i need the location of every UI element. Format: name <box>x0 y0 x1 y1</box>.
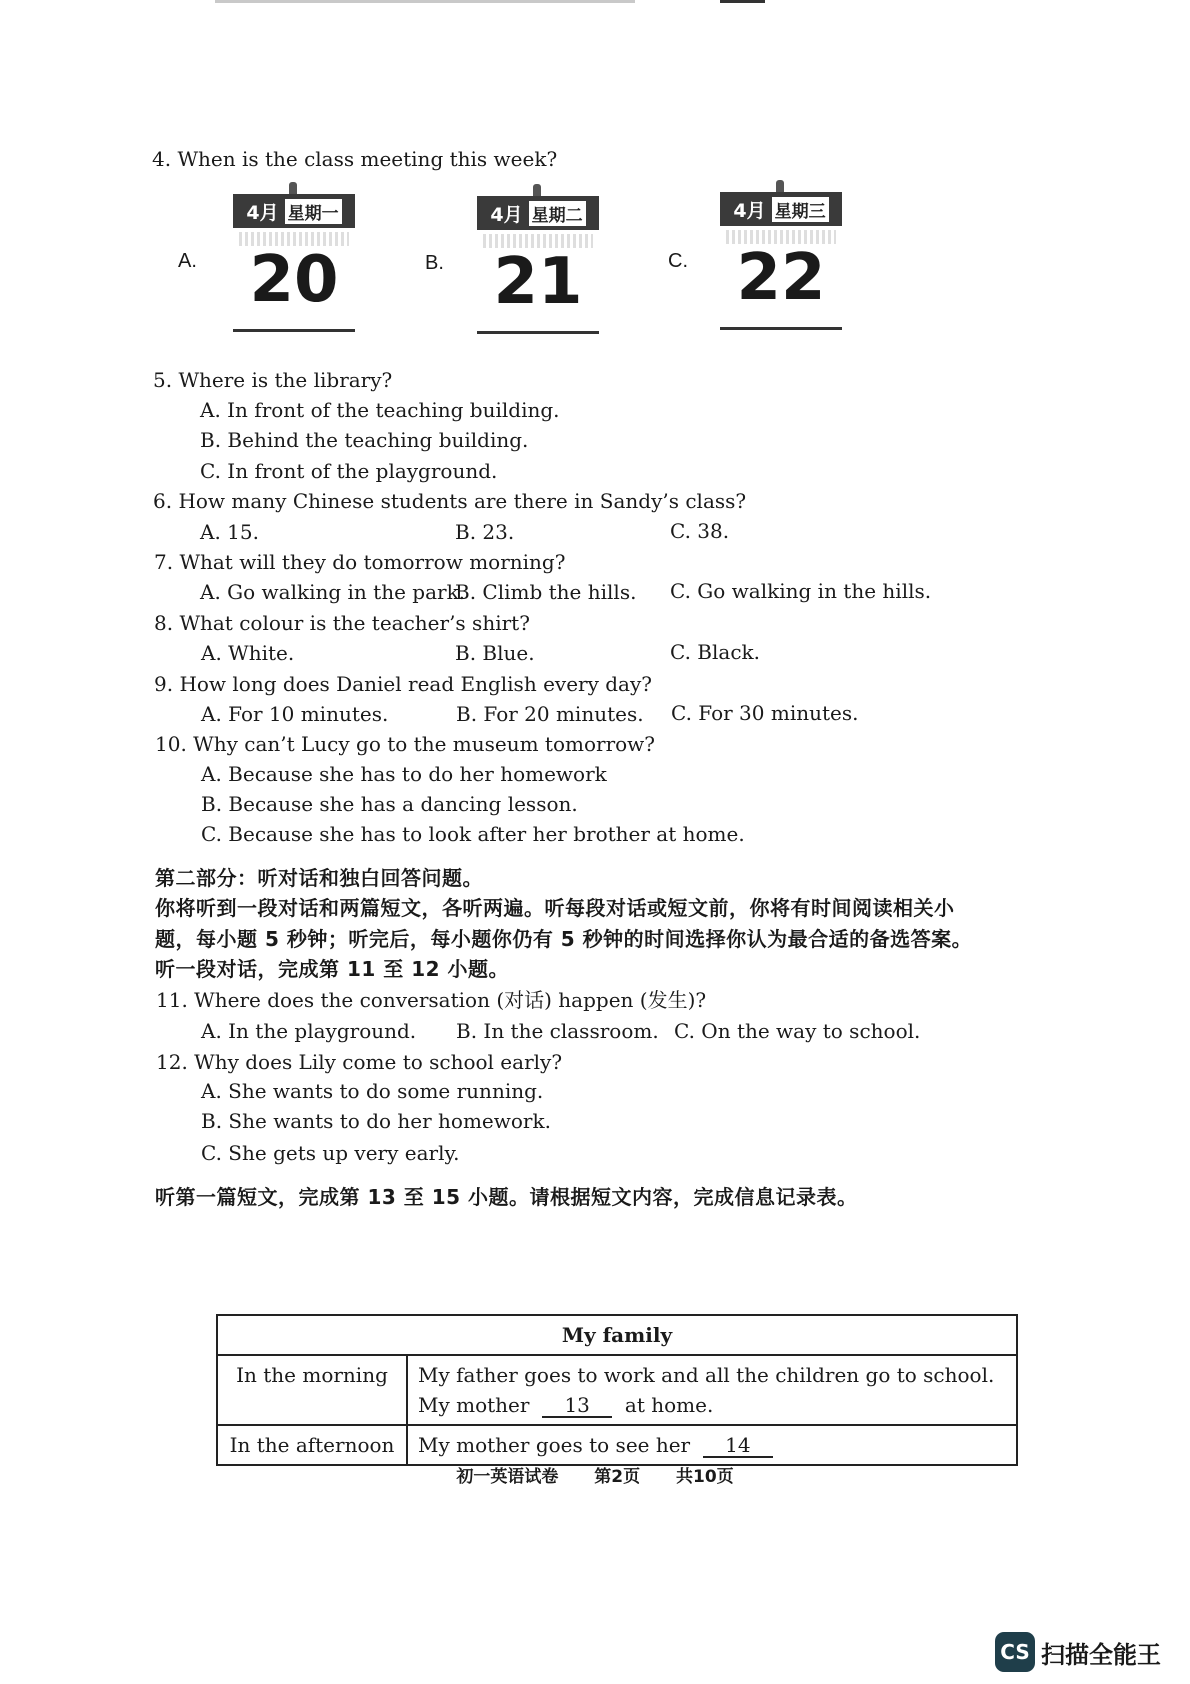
scanner-watermark <box>995 1630 1161 1674</box>
q12-option-b: B. She wants to do her homework. <box>201 1109 551 1133</box>
calendar-month: 4月 <box>490 203 523 226</box>
calendar-day: 22 <box>736 241 826 315</box>
q4-option-c-letter: C. <box>668 250 688 272</box>
row-label-afternoon: In the afternoon <box>217 1425 407 1465</box>
q9-question: 9. How long does Daniel read English every day? <box>154 672 652 696</box>
calendar-weekday: 星期二 <box>529 201 586 226</box>
table-row <box>217 1355 1017 1425</box>
calendar-header <box>233 194 355 228</box>
part2-instruction-line3: 听一段对话，完成第 11 至 12 小题。 <box>155 957 510 981</box>
q6-option-b: B. 23. <box>455 520 515 544</box>
q5-option-b: B. Behind the teaching building. <box>200 428 529 452</box>
q5-question: 5. Where is the library? <box>153 368 393 392</box>
passage1-instruction: 听第一篇短文，完成第 13 至 15 小题。请根据短文内容，完成信息记录表。 <box>155 1185 858 1209</box>
q10-option-c: C. Because she has to look after her brother at home. <box>201 822 745 846</box>
row-label-morning: In the morning <box>217 1355 407 1425</box>
calendar-weekday: 星期一 <box>285 199 342 224</box>
calendar-month: 4月 <box>733 199 766 222</box>
q8-question: 8. What colour is the teacher’s shirt? <box>154 611 530 635</box>
q9-option-c: C. For 30 minutes. <box>671 701 859 725</box>
q12-option-c: C. She gets up very early. <box>201 1141 460 1165</box>
q8-option-b: B. Blue. <box>455 641 535 665</box>
q4-option-b-calendar <box>477 184 599 344</box>
q9-option-a: A. For 10 minutes. <box>201 702 389 726</box>
row-content-afternoon <box>407 1425 1017 1465</box>
info-record-table <box>216 1314 1018 1466</box>
q6-option-c: C. 38. <box>670 519 730 543</box>
calendar-month: 4月 <box>246 201 279 224</box>
q8-option-c: C. Black. <box>670 640 760 664</box>
q4-option-b-letter: B. <box>425 252 444 274</box>
q9-option-b: B. For 20 minutes. <box>456 702 644 726</box>
q8-option-a: A. White. <box>201 641 295 665</box>
q4-option-a-calendar <box>233 182 355 342</box>
table-title: My family <box>217 1315 1017 1355</box>
q12-question: 12. Why does Lily come to school early? <box>156 1050 563 1074</box>
q7-question: 7. What will they do tomorrow morning? <box>154 550 566 574</box>
blank-13[interactable]: 13 <box>542 1394 612 1418</box>
calendar-base <box>233 329 355 332</box>
q11-option-a: A. In the playground. <box>201 1019 417 1043</box>
q4-question: 4. When is the class meeting this week? <box>152 147 558 171</box>
calendar-header <box>720 192 842 226</box>
part2-instruction-line1: 你将听到一段对话和两篇短文，各听两遍。听每段对话或短文前，你将有时间阅读相关小 <box>155 896 955 920</box>
q7-option-c: C. Go walking in the hills. <box>670 579 932 603</box>
part2-title: 第二部分：听对话和独白回答问题。 <box>155 866 483 890</box>
part2-instruction-line2: 题，每小题 5 秒钟；听完后，每小题你仍有 5 秒钟的时间选择你认为最合适的备选答案。 <box>155 927 973 951</box>
calendar-day: 21 <box>493 245 583 319</box>
q11-question: 11. Where does the conversation (对话) happen (发生)? <box>156 988 707 1012</box>
morning-line2 <box>418 1390 1006 1420</box>
q6-option-a: A. 15. <box>200 520 259 544</box>
calendar-base <box>720 327 842 330</box>
table-row <box>217 1425 1017 1465</box>
q11-option-b: B. In the classroom. <box>456 1019 659 1043</box>
top-rule-mark <box>720 0 765 3</box>
calendar-day: 20 <box>249 243 339 317</box>
calendar-weekday: 星期三 <box>772 197 829 222</box>
q7-option-b: B. Climb the hills. <box>455 580 637 604</box>
morning-line2-pre: My mother <box>418 1393 530 1417</box>
q4-option-c-calendar <box>720 180 842 340</box>
calendar-base <box>477 331 599 334</box>
morning-line2-post: at home. <box>624 1393 714 1417</box>
row-content-morning <box>407 1355 1017 1425</box>
q10-option-b: B. Because she has a dancing lesson. <box>201 792 578 816</box>
q4-option-a-letter: A. <box>178 250 197 272</box>
morning-line1: My father goes to work and all the children go to school. <box>418 1363 995 1387</box>
q10-question: 10. Why can’t Lucy go to the museum tomorrow? <box>155 732 656 756</box>
q12-option-a: A. She wants to do some running. <box>201 1079 544 1103</box>
q7-option-a: A. Go walking in the park. <box>200 580 466 604</box>
page-footer: 初一英语试卷 第2页 共10页 <box>456 1467 734 1487</box>
cs-logo-icon: CS <box>995 1632 1035 1672</box>
watermark-text: 扫描全能王 <box>1041 1640 1161 1669</box>
q11-option-c: C. On the way to school. <box>674 1019 921 1043</box>
q10-option-a: A. Because she has to do her homework <box>201 762 607 786</box>
top-rule <box>215 0 635 3</box>
blank-14[interactable]: 14 <box>703 1434 773 1458</box>
q5-option-c: C. In front of the playground. <box>200 459 498 483</box>
afternoon-pre: My mother goes to see her <box>418 1433 691 1457</box>
q6-question: 6. How many Chinese students are there in Sandy’s class? <box>153 489 747 513</box>
q5-option-a: A. In front of the teaching building. <box>200 398 560 422</box>
calendar-header <box>477 196 599 230</box>
